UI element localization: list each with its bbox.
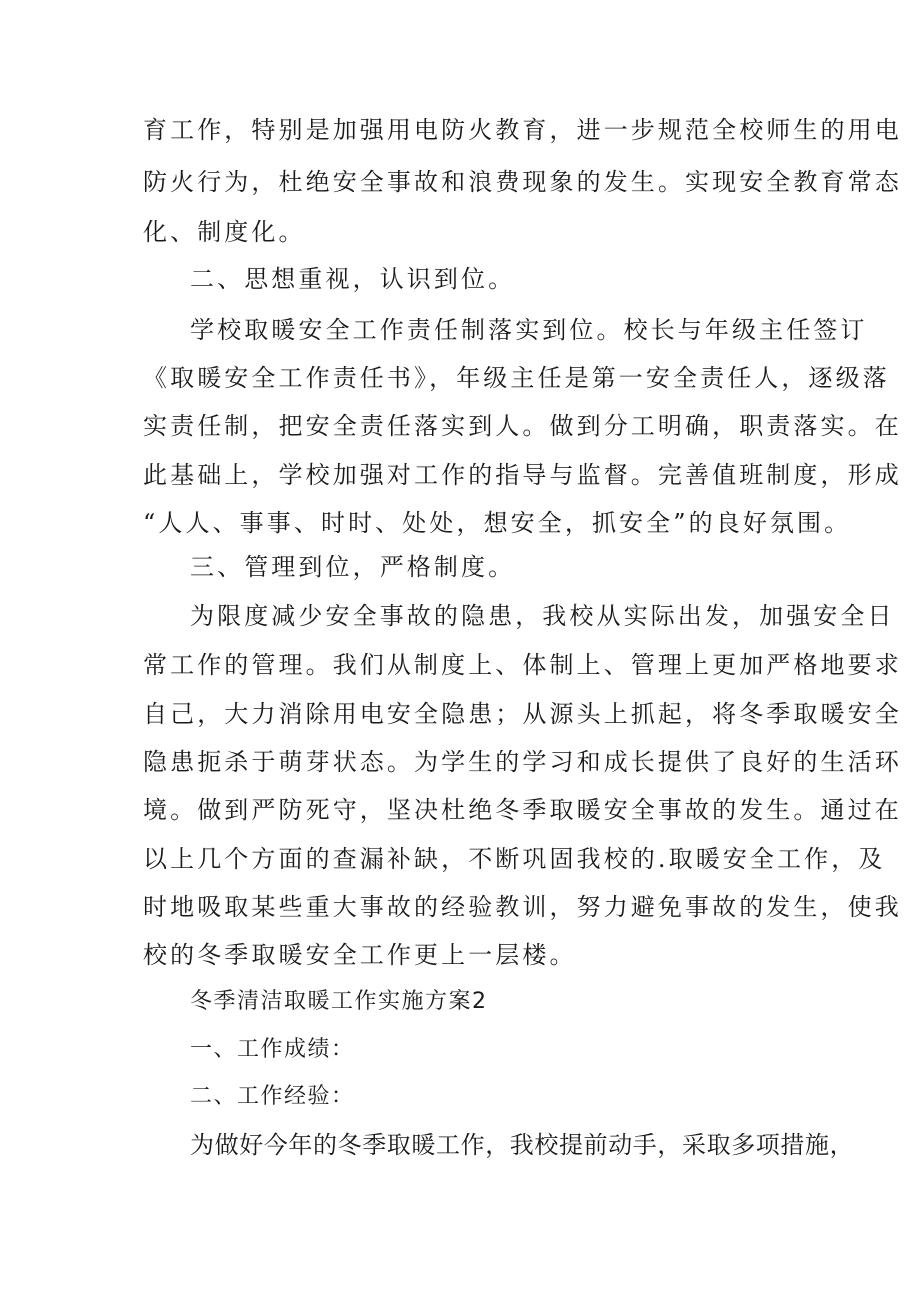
body-text-line: 校的冬季取暖安全工作更上一层楼。	[143, 941, 577, 969]
section-heading: 二、思想重视，认识到位。	[190, 265, 516, 293]
body-text-line: 防火行为，杜绝安全事故和浪费现象的发生。实现安全教育常态	[143, 168, 902, 196]
body-text-line: 《取暖安全工作责任书》，年级主任是第一安全责任人，逐级落	[143, 364, 890, 392]
body-text-line: 境。做到严防死守，坚决杜绝冬季取暖安全事故的发生。通过在	[143, 796, 902, 824]
body-text-line: 时地吸取某些重大事故的经验教训，努力避免事故的发生，使我	[143, 893, 902, 921]
section-heading: 一、工作成绩：	[190, 1037, 355, 1062]
body-text-line: 学校取暖安全工作责任制落实到位。校长与年级主任签订	[190, 316, 868, 344]
body-text-line: 隐患扼杀于萌芽状态。为学生的学习和成长提供了良好的生活环	[143, 748, 902, 776]
body-text-line: “人人、事事、时时、处处，想安全，抓安全”的良好氛围。	[143, 509, 852, 537]
section-heading: 三、管理到位，严格制度。	[190, 553, 516, 581]
body-text-line: 以上几个方面的查漏补缺，不断巩固我校的.取暖安全工作，及	[143, 845, 886, 873]
section-heading: 二、工作经验：	[190, 1084, 355, 1109]
body-text-line: 为限度减少安全事故的隐患，我校从实际出发，加强安全日	[190, 602, 895, 630]
body-text-line: 化、制度化。	[143, 218, 306, 246]
body-text-line: 实责任制，把安全责任落实到人。做到分工明确，职责落实。在	[143, 412, 902, 440]
body-text-line: 为做好今年的冬季取暖工作，我校提前动手，采取多项措施，	[190, 1131, 855, 1159]
body-text-line: 育工作，特别是加强用电防火教育，进一步规范全校师生的用电	[143, 116, 902, 144]
plan-title: 冬季清洁取暖工作实施方案2	[190, 989, 488, 1014]
body-text-line: 自己，大力消除用电安全隐患；从源头上抓起，将冬季取暖安全	[143, 700, 902, 728]
body-text-line: 常工作的管理。我们从制度上、体制上、管理上更加严格地要求	[143, 651, 902, 679]
body-text-line: 此基础上，学校加强对工作的指导与监督。完善值班制度，形成	[143, 461, 902, 489]
